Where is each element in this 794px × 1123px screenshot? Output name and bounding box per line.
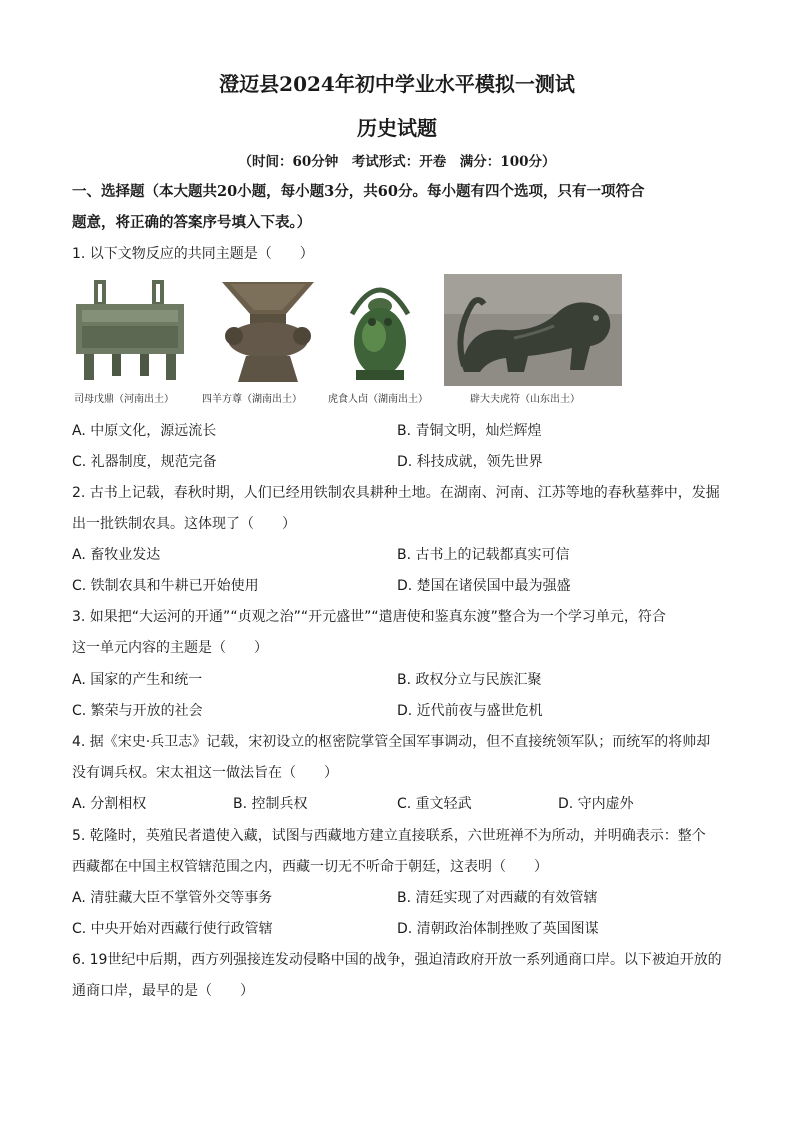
- figure-tiger-tally: [444, 274, 622, 405]
- tiger-tally-icon: [444, 274, 622, 386]
- option-c[interactable]: C. 铁制农具和牛耕已开始使用: [72, 578, 259, 594]
- question-3-stem-line1: 3. 如果把“大运河的开通”“贞观之治”“开元盛世”“遣唐使和鉴真东渡”整合为一个学习单元，符合: [72, 609, 666, 625]
- option-a[interactable]: A. 国家的产生和统一: [72, 672, 203, 688]
- option-a[interactable]: A. 清驻藏大臣不掌管外交等事务: [72, 890, 273, 906]
- section-heading-line1: 一、选择题（本大题共20小题，每小题3分，共60分。每小题有四个选项，只有一项符合: [72, 183, 645, 200]
- option-b[interactable]: B. 古书上的记载都真实可信: [397, 547, 570, 563]
- option-d[interactable]: D. 近代前夜与盛世危机: [397, 703, 543, 719]
- option-b[interactable]: B. 清廷实现了对西藏的有效管辖: [397, 890, 598, 906]
- figure-caption: 辟大夫虎符（山东出土）: [470, 394, 580, 405]
- section-heading-line2: 题意，将正确的答案序号填入下表。）: [72, 214, 312, 231]
- option-a[interactable]: A. 中原文化，源远流长: [72, 423, 217, 439]
- exam-title: 澄迈县2024年初中学业水平模拟一测试: [219, 72, 575, 96]
- question-5-stem-line2: 西藏都在中国主权管辖范围之内，西藏一切无不听命于朝廷，这表明（ ）: [72, 859, 548, 875]
- option-d[interactable]: D. 楚国在诸侯国中最为强盛: [397, 578, 571, 594]
- figure-you: [328, 274, 428, 405]
- ding-vessel-icon: [72, 274, 188, 386]
- figure-caption: 虎食人卣（湖南出土）: [328, 394, 428, 405]
- figure-zun: [202, 274, 320, 405]
- question-1-stem: 1. 以下文物反应的共同主题是（ ）: [72, 246, 314, 262]
- option-c[interactable]: C. 重文轻武: [397, 796, 472, 812]
- exam-info: （时间：60分钟 考试形式：开卷 满分：100分）: [238, 154, 556, 170]
- question-5-stem-line1: 5. 乾隆时，英殖民者遣使入藏，试图与西藏地方建立直接联系，六世班禅不为所动，并明确表示：整个: [72, 828, 706, 844]
- option-c[interactable]: C. 中央开始对西藏行使行政管辖: [72, 921, 273, 937]
- question-2-stem-line2: 出一批铁制农具。这体现了（ ）: [72, 516, 296, 532]
- question-2-stem-line1: 2. 古书上记载，春秋时期，人们已经用铁制农具耕种土地。在湖南、河南、江苏等地的春秋墓葬中，发掘: [72, 485, 720, 501]
- option-a[interactable]: A. 畜牧业发达: [72, 547, 161, 563]
- question-6-stem-line2: 通商口岸，最早的是（ ）: [72, 983, 254, 999]
- zun-vessel-icon: [216, 274, 320, 386]
- figure-ding: [72, 274, 188, 405]
- option-b[interactable]: B. 青铜文明，灿烂辉煌: [397, 423, 542, 439]
- option-c[interactable]: C. 繁荣与开放的社会: [72, 703, 203, 719]
- option-d[interactable]: D. 守内虚外: [558, 796, 634, 812]
- option-b[interactable]: B. 政权分立与民族汇聚: [397, 672, 542, 688]
- figure-caption: 司母戊鼎（河南出土）: [74, 394, 174, 405]
- option-d[interactable]: D. 清朝政治体制挫败了英国图谋: [397, 921, 599, 937]
- you-vessel-icon: [344, 274, 416, 386]
- option-b[interactable]: B. 控制兵权: [233, 796, 308, 812]
- question-4-stem-line1: 4. 据《宋史·兵卫志》记载，宋初设立的枢密院掌管全国军事调动，但不直接统领军队；而统军的将帅却: [72, 734, 711, 750]
- option-c[interactable]: C. 礼器制度，规范完备: [72, 454, 217, 470]
- option-a[interactable]: A. 分割相权: [72, 796, 147, 812]
- question-1-figures: [72, 274, 632, 408]
- question-4-stem-line2: 没有调兵权。宋太祖这一做法旨在（ ）: [72, 765, 338, 781]
- question-6-stem-line1: 6. 19世纪中后期，西方列强接连发动侵略中国的战争，强迫清政府开放一系列通商口岸。以下被迫开放的: [72, 952, 722, 968]
- option-d[interactable]: D. 科技成就，领先世界: [397, 454, 543, 470]
- question-3-stem-line2: 这一单元内容的主题是（ ）: [72, 640, 268, 656]
- figure-caption: 四羊方尊（湖南出土）: [202, 394, 302, 405]
- exam-subject: 历史试题: [357, 116, 437, 140]
